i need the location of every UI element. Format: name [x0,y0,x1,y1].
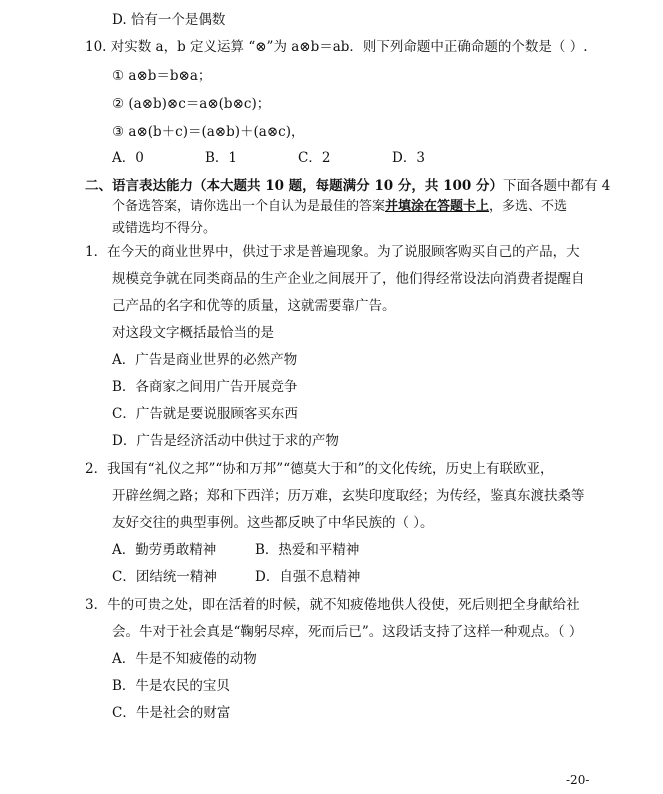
q2-option-d: D．自强不息精神 [255,569,361,585]
page-number: -20- [566,773,590,787]
q10-option-c: C．2 [298,150,331,166]
q2-text-line-1: 2．我国有“礼仪之邦”“协和万邦”“德莫大于和”的文化传统，历史上有联欧亚， [85,461,554,477]
q3-option-b: B．牛是农民的宝贝 [112,678,230,694]
q1-text-line-2: 规模竞争就在同类商品的生产企业之间展开了，他们得经常设法向消费者提醒自 [112,271,585,287]
q3-text-line-2: 会。牛对于社会真是“鞠躬尽瘁，死而后已”。这段话支持了这样一种观点。（ ） [112,624,583,640]
q1-option-d: D．广告是经济活动中供过于求的产物 [112,433,339,449]
q1-option-a: A．广告是商业世界的必然产物 [112,352,298,368]
q2-option-c: C．团结统一精神 [112,569,217,585]
q2-option-a: A．勤劳勇敢精神 [112,542,217,558]
q10-item-3: ③ a⊗(b＋c)＝(a⊗b)＋(a⊗c)， [112,124,305,140]
section2-heading-bold: 二、语言表达能力（本大题共 10 题，每题满分 10 分，共 100 分） [85,178,503,194]
q3-option-a: A．牛是不知疲倦的动物 [112,651,257,667]
q2-text-line-3: 友好交往的典型事例。这些都反映了中华民族的（ ）。 [112,515,434,531]
q9-option-d: D. 恰有一个是偶数 [112,12,226,28]
q10-item-2: ② (a⊗b)⊗c＝a⊗(b⊗c)； [112,96,271,112]
q1-text-line-1: 1．在今天的商业世界中，供过于求是普遍现象。为了说服顾客购买自己的产品，大 [85,244,580,260]
section2-heading-rest: 下面各题中都有 4 [502,178,611,194]
q1-option-c: C．广告就是要说服顾客买东西 [112,406,298,422]
q1-prompt: 对这段文字概括最恰当的是 [112,325,274,341]
q3-text-line-1: 3．牛的可贵之处，即在活着的时候，就不知疲倦地供人役使，死后则把全身献给社 [85,597,580,613]
section2-line2-emphasis: 并填涂在答题卡上 [385,199,490,214]
section2-line3: 或错选均不得分。 [112,221,217,236]
q10-stem: 10. 对实数 a，b 定义运算 “⊗”为 a⊗b＝ab．则下列命题中正确命题的个数是（ ）. [85,39,588,55]
section2-line2-pre: 个备选答案，请你选出一个自认为是最佳的答案 [112,199,386,214]
q10-option-b: B．1 [205,150,238,166]
section2-heading [85,177,610,195]
q2-text-line-2: 开辟丝绸之路；郑和下西洋；历万难，玄奘印度取经；为传经，鉴真东渡扶桑等 [112,488,585,504]
q1-option-b: B．各商家之间用广告开展竞争 [112,379,298,395]
q2-option-b: B．热爱和平精神 [255,542,360,558]
section2-line2-post: ，多选、不选 [489,199,568,214]
section2-instructions [112,198,567,216]
q3-option-c: C．牛是社会的财富 [112,705,231,721]
q1-text-line-3: 己产品的名字和优等的质量，这就需要靠广告。 [112,298,396,314]
q10-item-1: ① a⊗b＝b⊗a； [112,68,212,84]
q10-option-a: A．0 [112,150,144,166]
q10-option-d: D．3 [392,150,425,166]
